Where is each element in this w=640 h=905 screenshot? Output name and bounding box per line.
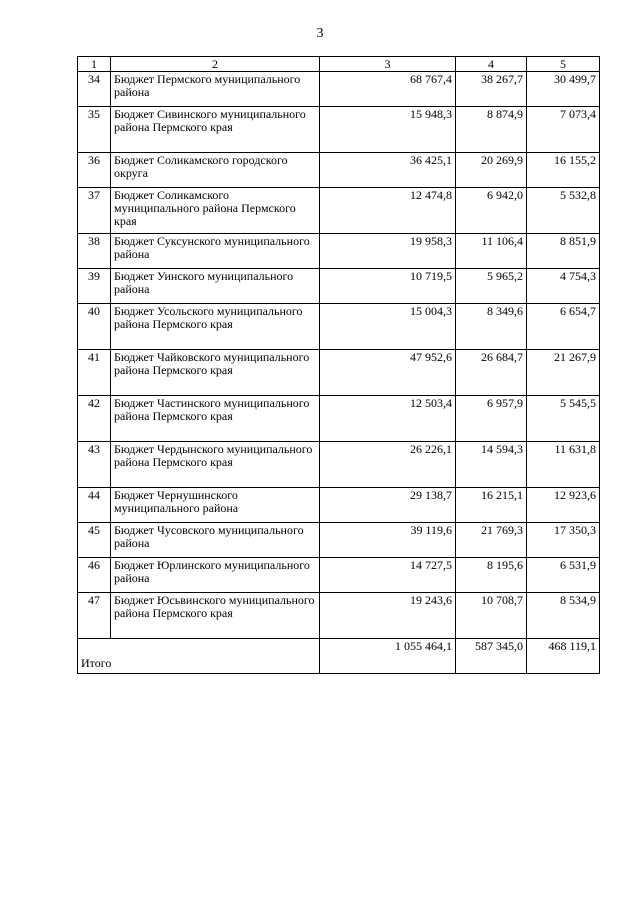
header-col-3: 3 <box>320 57 456 72</box>
total-label: Итого <box>78 639 320 674</box>
value-col-4: 8 195,6 <box>456 558 527 593</box>
value-col-3: 68 767,4 <box>320 72 456 107</box>
budget-name: Бюджет Чернушинского муниципального района <box>111 488 320 523</box>
value-col-3: 12 474,8 <box>320 188 456 234</box>
value-col-5: 11 631,8 <box>527 442 600 488</box>
table-header-row <box>78 57 600 72</box>
budget-name: Бюджет Суксунского муниципального района <box>111 234 320 269</box>
value-col-5: 7 073,4 <box>527 107 600 153</box>
value-col-3: 39 119,6 <box>320 523 456 558</box>
budget-name: Бюджет Чусовского муниципального района <box>111 523 320 558</box>
budget-name: Бюджет Чайковского муниципального района Пермского края <box>111 350 320 396</box>
table-row <box>78 72 600 107</box>
budget-name: Бюджет Чердынского муниципального района Пермского края <box>111 442 320 488</box>
value-col-5: 16 155,2 <box>527 153 600 188</box>
budget-name: Бюджет Усольского муниципального района Пермского края <box>111 304 320 350</box>
value-col-5: 5 545,5 <box>527 396 600 442</box>
header-col-5: 5 <box>527 57 600 72</box>
row-number: 47 <box>78 593 111 639</box>
value-col-3: 19 958,3 <box>320 234 456 269</box>
value-col-5: 8 534,9 <box>527 593 600 639</box>
table-row <box>78 593 600 639</box>
value-col-4: 16 215,1 <box>456 488 527 523</box>
budget-name: Бюджет Уинского муниципального района <box>111 269 320 304</box>
value-col-5: 12 923,6 <box>527 488 600 523</box>
value-col-3: 36 425,1 <box>320 153 456 188</box>
budget-name: Бюджет Пермского муниципального района <box>111 72 320 107</box>
budget-name: Бюджет Юрлинского муниципального района <box>111 558 320 593</box>
table-row <box>78 304 600 350</box>
value-col-3: 12 503,4 <box>320 396 456 442</box>
value-col-4: 38 267,7 <box>456 72 527 107</box>
value-col-4: 6 942,0 <box>456 188 527 234</box>
value-col-3: 26 226,1 <box>320 442 456 488</box>
value-col-5: 6 654,7 <box>527 304 600 350</box>
budget-table <box>77 56 600 674</box>
page-number: 3 <box>316 26 324 41</box>
value-col-5: 4 754,3 <box>527 269 600 304</box>
value-col-5: 5 532,8 <box>527 188 600 234</box>
value-col-3: 10 719,5 <box>320 269 456 304</box>
budget-name: Бюджет Соликамского муниципального района Пермского края <box>111 188 320 234</box>
row-number: 36 <box>78 153 111 188</box>
budget-name: Бюджет Соликамского городского округа <box>111 153 320 188</box>
value-col-5: 6 531,9 <box>527 558 600 593</box>
row-number: 44 <box>78 488 111 523</box>
table-row <box>78 153 600 188</box>
value-col-3: 14 727,5 <box>320 558 456 593</box>
row-number: 46 <box>78 558 111 593</box>
value-col-4: 21 769,3 <box>456 523 527 558</box>
row-number: 42 <box>78 396 111 442</box>
table-row <box>78 188 600 234</box>
row-number: 41 <box>78 350 111 396</box>
table-row <box>78 107 600 153</box>
total-col-3: 1 055 464,1 <box>320 639 456 674</box>
row-number: 38 <box>78 234 111 269</box>
value-col-4: 11 106,4 <box>456 234 527 269</box>
value-col-3: 29 138,7 <box>320 488 456 523</box>
table-row <box>78 558 600 593</box>
table-row <box>78 523 600 558</box>
row-number: 34 <box>78 72 111 107</box>
value-col-4: 26 684,7 <box>456 350 527 396</box>
header-col-2: 2 <box>111 57 320 72</box>
value-col-5: 21 267,9 <box>527 350 600 396</box>
value-col-4: 20 269,9 <box>456 153 527 188</box>
table-row <box>78 269 600 304</box>
budget-name: Бюджет Частинского муниципального района Пермского края <box>111 396 320 442</box>
value-col-4: 14 594,3 <box>456 442 527 488</box>
row-number: 39 <box>78 269 111 304</box>
value-col-4: 10 708,7 <box>456 593 527 639</box>
budget-name: Бюджет Юсьвинского муниципального района Пермского края <box>111 593 320 639</box>
header-col-4: 4 <box>456 57 527 72</box>
row-number: 40 <box>78 304 111 350</box>
table-row <box>78 234 600 269</box>
value-col-4: 5 965,2 <box>456 269 527 304</box>
value-col-5: 8 851,9 <box>527 234 600 269</box>
total-col-4: 587 345,0 <box>456 639 527 674</box>
row-number: 43 <box>78 442 111 488</box>
row-number: 35 <box>78 107 111 153</box>
total-col-5: 468 119,1 <box>527 639 600 674</box>
table-row <box>78 442 600 488</box>
value-col-5: 17 350,3 <box>527 523 600 558</box>
value-col-3: 15 004,3 <box>320 304 456 350</box>
table-row <box>78 488 600 523</box>
budget-name: Бюджет Сивинского муниципального района Пермского края <box>111 107 320 153</box>
total-row <box>78 639 600 674</box>
table-row <box>78 350 600 396</box>
value-col-4: 6 957,9 <box>456 396 527 442</box>
value-col-4: 8 349,6 <box>456 304 527 350</box>
header-col-1: 1 <box>78 57 111 72</box>
row-number: 37 <box>78 188 111 234</box>
value-col-3: 47 952,6 <box>320 350 456 396</box>
row-number: 45 <box>78 523 111 558</box>
table-row <box>78 396 600 442</box>
value-col-3: 15 948,3 <box>320 107 456 153</box>
value-col-5: 30 499,7 <box>527 72 600 107</box>
value-col-3: 19 243,6 <box>320 593 456 639</box>
value-col-4: 8 874,9 <box>456 107 527 153</box>
